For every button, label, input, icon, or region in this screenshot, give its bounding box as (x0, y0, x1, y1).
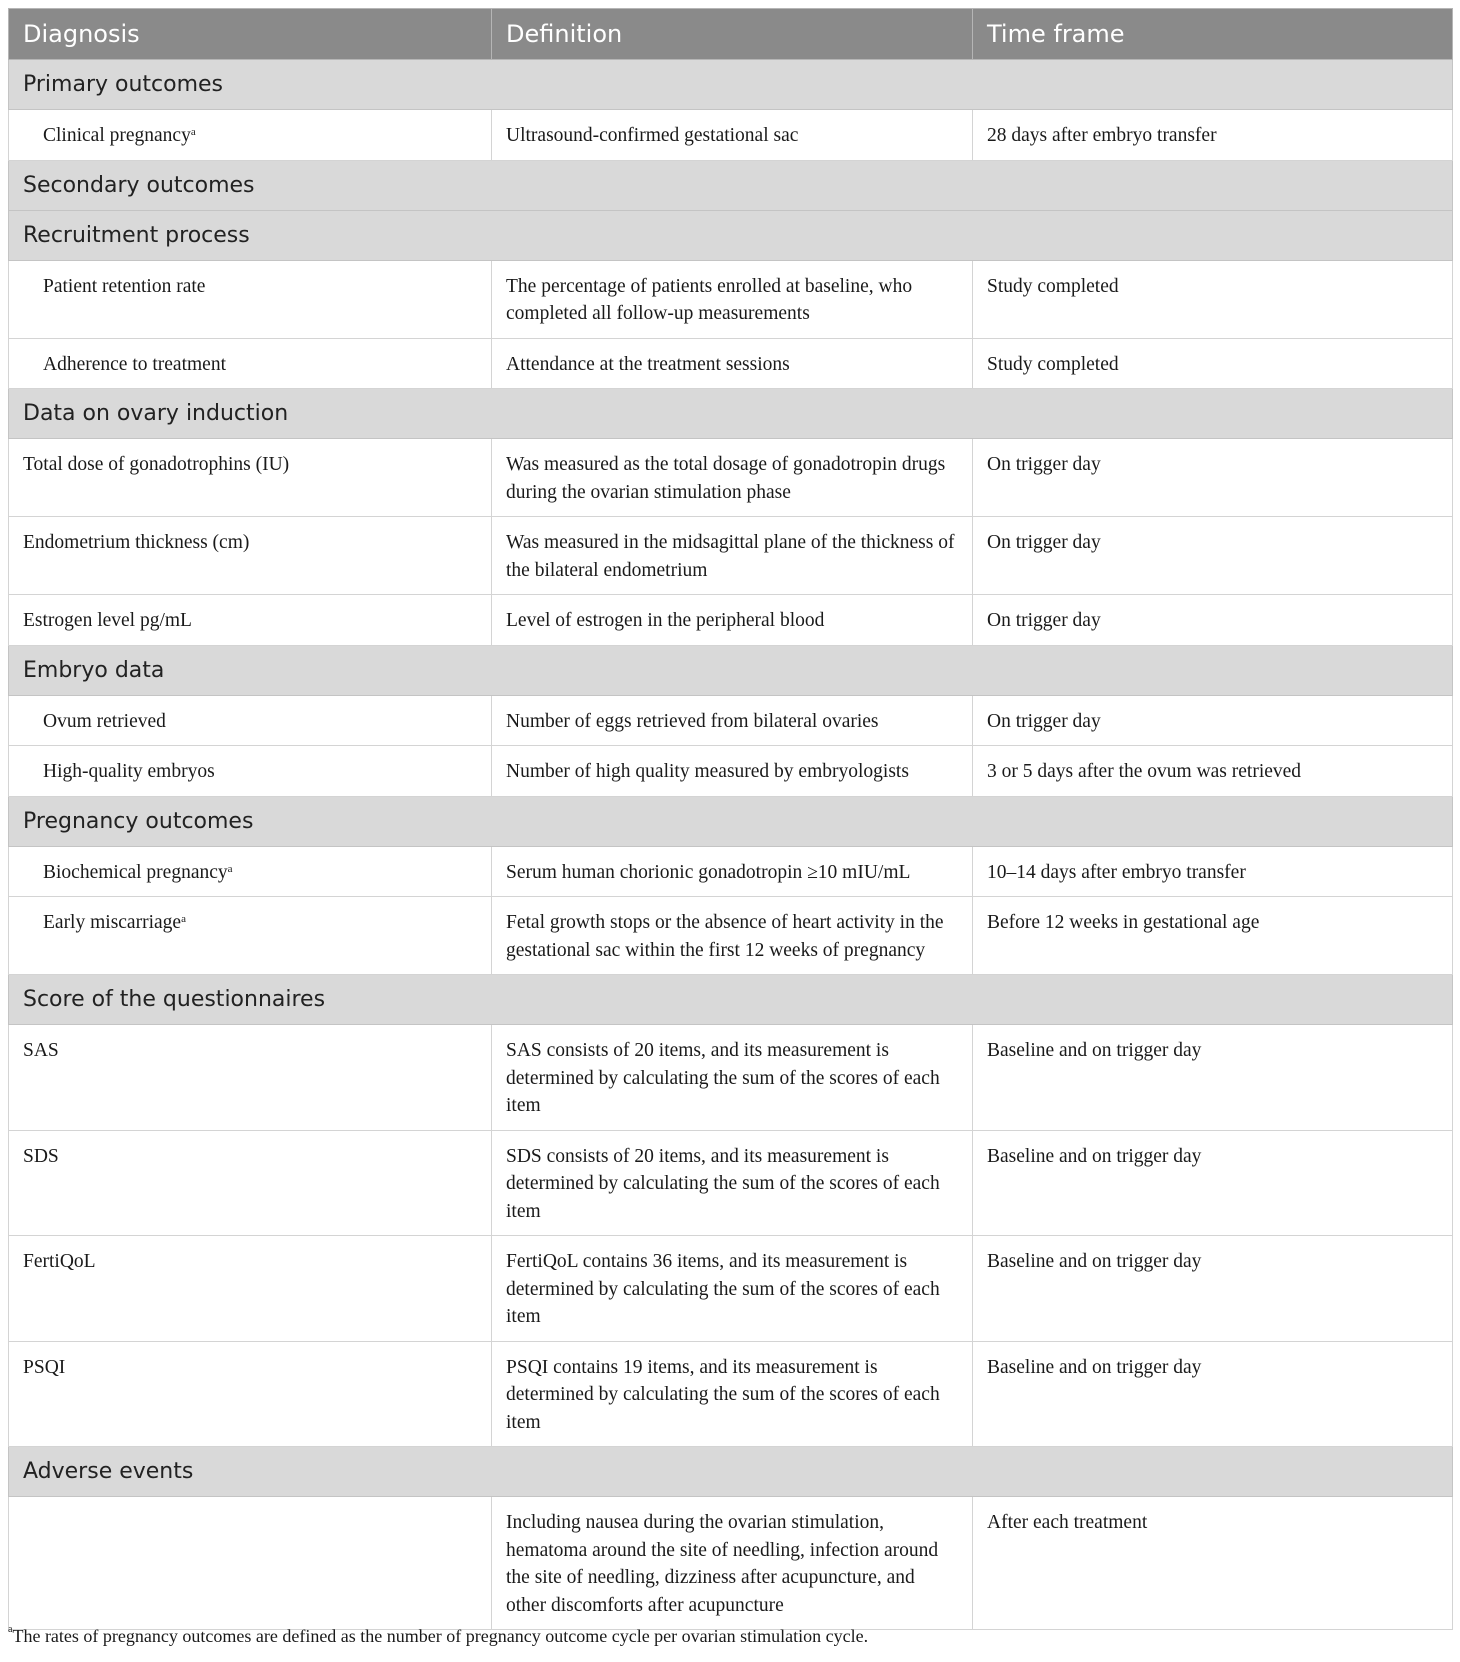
diagnosis-cell: Patient retention rate (9, 260, 492, 338)
section-secondary-outcomes: Secondary outcomes (9, 160, 1453, 210)
diagnosis-cell: FertiQoL (9, 1236, 492, 1342)
footnote-marker: a (190, 126, 196, 138)
time-frame-cell: 28 days after embryo transfer (973, 110, 1453, 161)
definition-cell: Number of eggs retrieved from bilateral ovaries (492, 695, 973, 746)
definition-cell: SAS consists of 20 items, and its measurement is determined by calculating the sum of the scores of each item (492, 1025, 973, 1131)
time-frame-cell: On trigger day (973, 439, 1453, 517)
section-row (9, 796, 1453, 846)
section-embryo-data: Embryo data (9, 645, 1453, 695)
diagnosis-cell: Clinical pregnancy$^a$ (9, 110, 492, 161)
table-row (9, 338, 1453, 389)
table-row (9, 1236, 1453, 1342)
section-row (9, 1447, 1453, 1497)
section-row (9, 210, 1453, 260)
diagnosis-cell: High-quality embryos (9, 746, 492, 797)
table-row (9, 846, 1453, 897)
diagnosis-cell (9, 1497, 492, 1630)
table-row (9, 1025, 1453, 1131)
definition-cell: Serum human chorionic gonadotropin ≥10 mIU/mL (492, 846, 973, 897)
definition-cell: Fetal growth stops or the absence of heart activity in the gestational sac within the first 12 weeks of pregnancy (492, 897, 973, 975)
diagnosis-cell: Total dose of gonadotrophins (IU) (9, 439, 492, 517)
table-row (9, 695, 1453, 746)
section-row (9, 60, 1453, 110)
table-row (9, 897, 1453, 975)
definition-cell: SDS consists of 20 items, and its measurement is determined by calculating the sum of the scores of each item (492, 1130, 973, 1236)
header-time-frame: Time frame (973, 9, 1453, 60)
definition-cell: Was measured in the midsagittal plane of the thickness of the bilateral endometrium (492, 517, 973, 595)
table-row (9, 1130, 1453, 1236)
table-row (9, 1497, 1453, 1630)
section-row (9, 645, 1453, 695)
section-pregnancy-outcomes: Pregnancy outcomes (9, 796, 1453, 846)
table-row (9, 595, 1453, 646)
table-row (9, 1341, 1453, 1447)
time-frame-cell: Study completed (973, 260, 1453, 338)
footnote-marker: a (8, 1624, 13, 1635)
time-frame-cell: After each treatment (973, 1497, 1453, 1630)
section-row (9, 975, 1453, 1025)
outcomes-table-container (8, 8, 1452, 1630)
diagnosis-cell: Early miscarriage$^a$ (9, 897, 492, 975)
definition-cell: Ultrasound-confirmed gestational sac (492, 110, 973, 161)
time-frame-cell: On trigger day (973, 595, 1453, 646)
time-frame-cell: Baseline and on trigger day (973, 1341, 1453, 1447)
outcomes-table (8, 8, 1453, 1630)
definition-cell: PSQI contains 19 items, and its measurement is determined by calculating the sum of the scores of each item (492, 1341, 973, 1447)
table-header-row (9, 9, 1453, 60)
table-row (9, 517, 1453, 595)
table-row (9, 260, 1453, 338)
diagnosis-cell: PSQI (9, 1341, 492, 1447)
time-frame-cell: 3 or 5 days after the ovum was retrieved (973, 746, 1453, 797)
diagnosis-cell: SAS (9, 1025, 492, 1131)
footnote-marker: a (181, 913, 186, 925)
time-frame-cell: Baseline and on trigger day (973, 1130, 1453, 1236)
diagnosis-cell: SDS (9, 1130, 492, 1236)
definition-cell: Attendance at the treatment sessions (492, 338, 973, 389)
definition-cell: The percentage of patients enrolled at baseline, who completed all follow-up measurements (492, 260, 973, 338)
definition-cell: Level of estrogen in the peripheral blood (492, 595, 973, 646)
definition-cell: FertiQoL contains 36 items, and its measurement is determined by calculating the sum of the scores of each item (492, 1236, 973, 1342)
time-frame-cell: On trigger day (973, 695, 1453, 746)
definition-cell: Number of high quality measured by embryologists (492, 746, 973, 797)
section-ovary-induction: Data on ovary induction (9, 389, 1453, 439)
header-diagnosis: Diagnosis (9, 9, 492, 60)
footnote-marker: a (227, 862, 233, 875)
diagnosis-cell: Estrogen level pg/mL (9, 595, 492, 646)
footnote-text: The rates of pregnancy outcomes are defined as the number of pregnancy outcome cycle per ovarian stimulation cycle. (12, 1626, 869, 1646)
diagnosis-cell: Ovum retrieved (9, 695, 492, 746)
section-questionnaires: Score of the questionnaires (9, 975, 1453, 1025)
time-frame-cell: 10–14 days after embryo transfer (973, 846, 1453, 897)
section-row (9, 160, 1453, 210)
time-frame-cell: On trigger day (973, 517, 1453, 595)
table-row (9, 746, 1453, 797)
section-row (9, 389, 1453, 439)
section-primary-outcomes: Primary outcomes (9, 60, 1453, 110)
table-row (9, 439, 1453, 517)
table-footnote (8, 1626, 868, 1647)
diagnosis-cell: Biochemical pregnancy$^a$ (9, 846, 492, 897)
time-frame-cell: Baseline and on trigger day (973, 1236, 1453, 1342)
time-frame-cell: Study completed (973, 338, 1453, 389)
time-frame-cell: Baseline and on trigger day (973, 1025, 1453, 1131)
section-adverse-events: Adverse events (9, 1447, 1453, 1497)
definition-cell: Including nausea during the ovarian stimulation, hematoma around the site of needling, infection around the site of needling, dizziness after acupuncture, and other discomforts after acupuncture (492, 1497, 973, 1630)
definition-cell: Was measured as the total dosage of gonadotropin drugs during the ovarian stimulation phase (492, 439, 973, 517)
section-recruitment-process: Recruitment process (9, 210, 1453, 260)
header-definition: Definition (492, 9, 973, 60)
diagnosis-cell: Endometrium thickness (cm) (9, 517, 492, 595)
table-row (9, 110, 1453, 161)
time-frame-cell: Before 12 weeks in gestational age (973, 897, 1453, 975)
diagnosis-cell: Adherence to treatment (9, 338, 492, 389)
